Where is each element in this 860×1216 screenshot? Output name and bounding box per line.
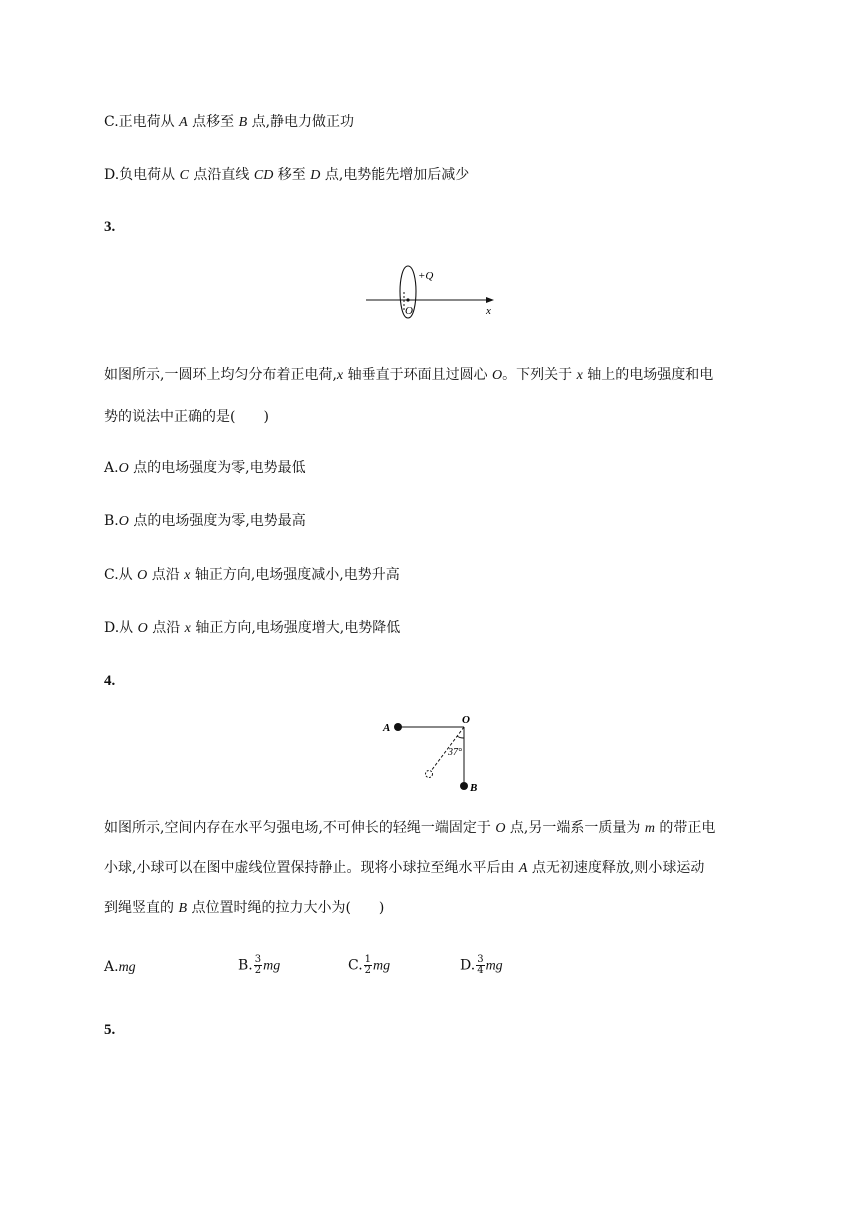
text: D.从 <box>104 620 138 636</box>
q4-option-b <box>238 955 280 977</box>
text: 轴正方向,电场强度增大,电势降低 <box>190 620 401 636</box>
angle-arc <box>457 736 464 738</box>
option-prefix: A. <box>104 959 119 975</box>
option-value: mg <box>373 958 391 974</box>
text: 点位置时绳的拉力大小为( ) <box>187 900 385 916</box>
numerator: 3 <box>477 954 484 965</box>
text: 移至 <box>273 167 311 183</box>
var: O <box>492 368 503 383</box>
q3-option-b <box>104 511 306 532</box>
ball-b <box>460 782 468 790</box>
equilibrium-ball <box>426 771 433 778</box>
x-axis-arrow <box>486 297 494 303</box>
ball-a <box>394 723 402 731</box>
point-label: B <box>238 115 248 130</box>
var: x <box>336 368 344 383</box>
center-point <box>406 298 409 301</box>
var: O <box>118 514 129 529</box>
denominator: 2 <box>364 965 372 976</box>
q3-stem-line2: 势的说法中正确的是( ) <box>104 409 269 425</box>
option-prefix: D. <box>460 957 476 974</box>
label-a: A <box>383 722 391 734</box>
text: A. <box>104 460 119 476</box>
axis-label: x <box>486 305 491 317</box>
line-label: CD <box>253 168 274 183</box>
q5-number: 5. <box>104 1022 116 1038</box>
q2-option-d <box>104 165 469 186</box>
text: 点,另一端系一质量为 <box>505 820 645 836</box>
point-label: D <box>310 168 321 183</box>
q4-option-a <box>104 957 136 978</box>
fraction <box>476 955 484 976</box>
text: 点的电场强度为零,电势最高 <box>128 513 306 529</box>
fraction <box>364 955 372 976</box>
q3-ring-figure <box>360 262 500 322</box>
var: x <box>184 568 191 583</box>
option-value: mg <box>118 960 136 975</box>
q3-option-a <box>104 458 306 479</box>
text: 如图所示,一圆环上均匀分布着正电荷, <box>104 367 337 383</box>
point-label: C <box>179 168 189 183</box>
var: x <box>184 621 191 636</box>
text: 轴垂直于环面且过圆心 <box>343 367 493 383</box>
option-prefix: B. <box>238 957 253 974</box>
q3-option-c <box>104 565 400 586</box>
q3-stem-line1 <box>104 365 713 386</box>
denominator: 2 <box>254 965 262 976</box>
var: O <box>495 821 506 836</box>
text: 轴正方向,电场强度减小,电势升高 <box>190 567 400 583</box>
text: B. <box>104 513 119 529</box>
center-label: O <box>405 305 413 317</box>
text: 点移至 <box>187 114 239 130</box>
numerator: 3 <box>254 954 262 965</box>
q4-stem-line3 <box>104 898 384 919</box>
text: 轴上的电场强度和电 <box>582 367 714 383</box>
denominator: 4 <box>477 965 484 976</box>
charge-label: +Q <box>418 270 434 282</box>
text: 点,静电力做正功 <box>247 114 355 130</box>
var: O <box>137 568 148 583</box>
fraction <box>254 955 262 976</box>
var: m <box>644 821 655 836</box>
var: O <box>118 461 129 476</box>
angle-label: 37° <box>448 747 462 758</box>
q4-pendulum-figure <box>378 710 488 798</box>
text: C.正电荷从 <box>104 114 180 130</box>
text: 的带正电 <box>654 820 716 836</box>
option-value: mg <box>263 958 281 974</box>
label-b: B <box>470 782 478 794</box>
var: B <box>178 901 188 916</box>
text: 点的电场强度为零,电势最低 <box>128 460 306 476</box>
text: 点沿直线 <box>188 167 254 183</box>
text: 如图所示,空间内存在水平匀强电场,不可伸长的轻绳一端固定于 <box>104 820 496 836</box>
q4-stem-line2 <box>104 858 704 879</box>
text: 小球,小球可以在图中虚线位置保持静止。现将小球拉至绳水平后由 <box>104 860 519 876</box>
q4-stem-line1 <box>104 818 715 839</box>
q4-number: 4. <box>104 673 116 689</box>
numerator: 1 <box>364 954 372 965</box>
option-value: mg <box>485 958 503 974</box>
text: D.负电荷从 <box>104 167 180 183</box>
q2-option-c <box>104 112 354 133</box>
var: x <box>576 368 583 383</box>
text: 。下列关于 <box>502 367 577 383</box>
point-label: A <box>179 115 188 130</box>
q3-number: 3. <box>104 219 116 235</box>
text: 点沿 <box>147 567 185 583</box>
label-o: O <box>462 714 470 726</box>
q4-option-c <box>348 955 390 977</box>
var: O <box>137 621 148 636</box>
var: A <box>518 861 528 876</box>
q3-option-d <box>104 618 400 639</box>
q4-option-d <box>460 955 503 977</box>
text: 点,电势能先增加后减少 <box>320 167 470 183</box>
text: C.从 <box>104 567 138 583</box>
text: 点无初速度释放,则小球运动 <box>527 860 705 876</box>
option-prefix: C. <box>348 957 363 974</box>
text: 点沿 <box>147 620 185 636</box>
text: 到绳竖直的 <box>104 900 179 916</box>
